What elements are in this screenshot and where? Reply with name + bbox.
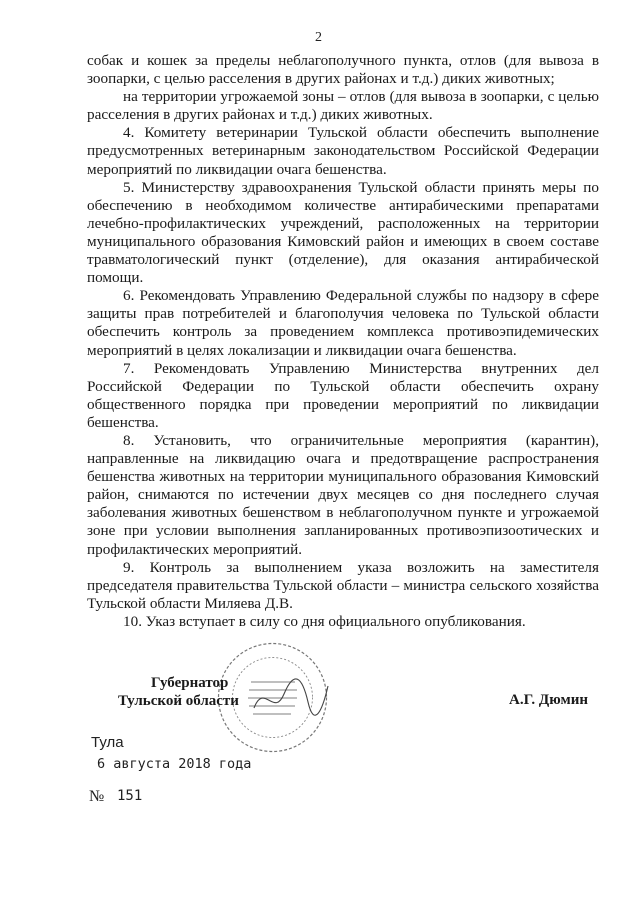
paragraph-continuation: собак и кошек за пределы неблагополучного пункта, отлов (для вывоза в зоопарки, с целью расселения в других районах и т.д.) диких животных; (87, 52, 599, 88)
handwritten-signature (250, 668, 330, 728)
signature-region: Тульской области (118, 693, 239, 709)
paragraph-6: 6. Рекомендовать Управлению Федеральной службы по надзору в сфере защиты прав потребителей и благополучия человека по Тульской области обеспечить контроль за проведением комплекса противоэпидемических мероприятий в целях локализации и ликвидации очага бешенства. (87, 287, 599, 359)
document-date: 6 августа 2018 года (97, 756, 252, 772)
paragraph-5: 5. Министерству здравоохранения Тульской области принять меры по обеспечению в необходимом количестве антирабическими препаратами лечебно-профилактических учреждений, расположенных на территории муниципального образования Кимовский район и имеющих в своем составе травматологический пункт (отделение), для оказания антирабической помощи. (87, 178, 599, 287)
signature-title (118, 674, 239, 710)
signatory-name: А.Г. Дюмин (509, 692, 589, 708)
document-number: 151 (117, 788, 143, 804)
number-sign: № (89, 788, 105, 805)
paragraph-9: 9. Контроль за выполнением указа возложить на заместителя председателя правительства Тульской области – министра сельского хозяйства Тульской области Миляева Д.В. (87, 558, 599, 612)
paragraph-threatened-zone: на территории угрожаемой зоны – отлов (для вывоза в зоопарки, с целью расселения в других районах и т.д.) диких животных. (87, 88, 599, 124)
paragraph-7: 7. Рекомендовать Управлению Министерства внутренних дел Российской Федерации по Тульской области обеспечить охрану общественного порядка при проведении мероприятий по ликвидации бешенства. (87, 359, 599, 431)
page-number: 2 (315, 30, 322, 45)
document-body (87, 52, 599, 631)
paragraph-8: 8. Установить, что ограничительные мероприятия (карантин), направленные на ликвидацию очага и предотвращение распространения бешенства животных на территории муниципального образования Кимовский район, снимаются по истечении двух месяцев со дня последнего случая заболевания животных бешенством в неблагополучном пункте и угрожаемой зоне при условии выполнения запланированных противоэпизоотических и профилактических мероприятий. (87, 431, 599, 558)
signature-position: Губернатор (151, 675, 229, 691)
paragraph-10: 10. Указ вступает в силу со дня официального опубликования. (123, 612, 526, 630)
paragraph-4: 4. Комитету ветеринарии Тульской области обеспечить выполнение предусмотренных ветеринарным законодательством Российской Федерации мероприятий по ликвидации очага бешенства. (87, 124, 599, 178)
document-city: Тула (91, 734, 124, 751)
